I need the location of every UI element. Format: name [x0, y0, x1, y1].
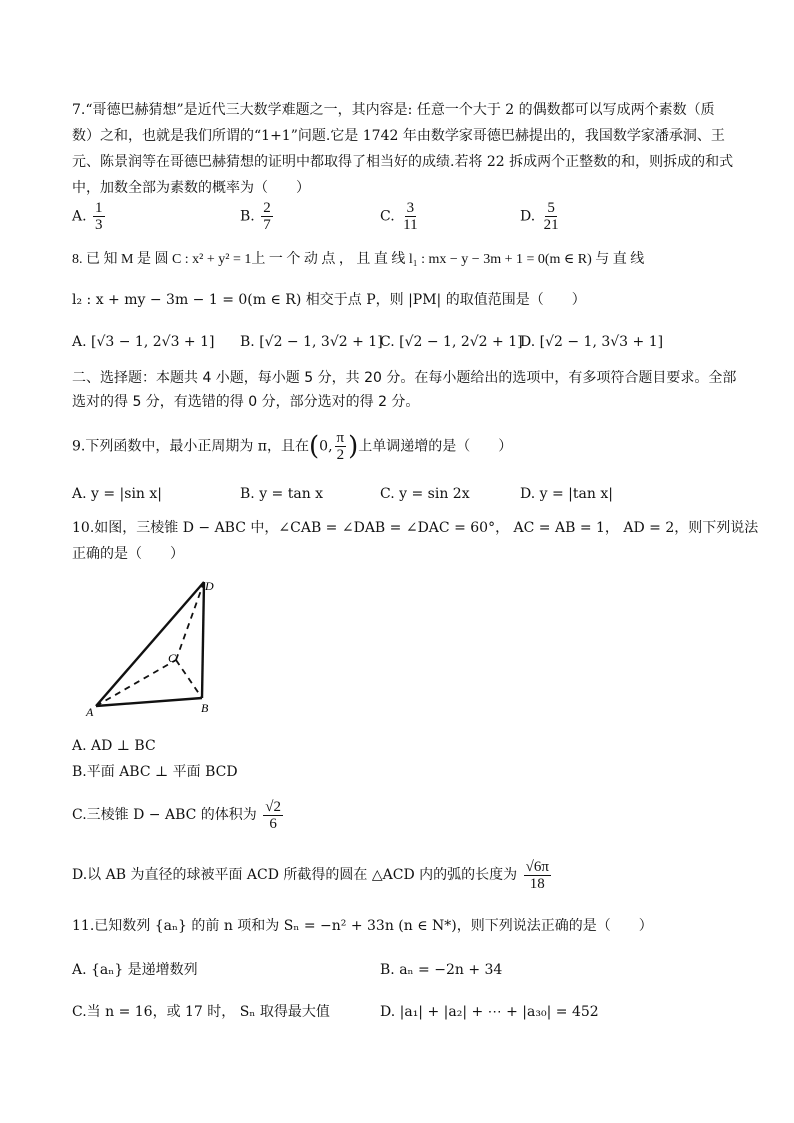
q8-option-c: C. [√2 − 1, 2√2 + 1] — [380, 334, 523, 350]
q10-line-2: 正确的是（ ） — [72, 546, 184, 562]
q8-option-d: D. [√2 − 1, 3√3 + 1] — [520, 334, 664, 350]
edge-CB — [176, 660, 202, 698]
fraction: $\frac{√2}{6}$ — [265, 798, 281, 832]
fraction: $\frac{1}{3}$ — [95, 200, 103, 233]
edge-AC — [96, 660, 176, 706]
q7-option-b — [240, 200, 275, 233]
q9-option-c: C. y = sin 2x — [380, 486, 470, 502]
q7-line-2: 数）之和，也就是我们所谓的“1+1”问题.它是 1742 年由数学家哥德巴赫提出的，我国数学家潘承洞、王 — [72, 128, 725, 144]
q7-line-4: 中，加数全部为素数的概率为（ ） — [72, 180, 310, 196]
tetrahedron-figure — [80, 578, 260, 718]
q11-option-a: A. {aₙ} 是递增数列 — [72, 962, 198, 978]
option-label: B. — [240, 208, 255, 225]
fraction: $\frac{3}{11}$ — [403, 200, 418, 233]
vertex-label-A: A — [86, 705, 94, 718]
q7-option-a — [72, 200, 107, 233]
edge-AB — [96, 698, 202, 706]
q11-option-c: C.当 n = 16，或 17 时， Sₙ 取得最大值 — [72, 1004, 330, 1020]
q10-option-d-text: D.以 AB 为直径的球被平面 ACD 所截得的圆在 △ACD 内的弧的长度为 — [72, 867, 518, 883]
edge-AD — [96, 582, 204, 706]
option-label: D. — [520, 208, 536, 225]
q8-line-1: 8. 已 知 M 是 圆 C : x² + y² = 1上 一 个 动 点 ， 且 直 线 l₁ : mx − y − 3m + 1 = 0(m ∈ R) 与 直 线 — [72, 252, 645, 267]
q10-option-d — [72, 858, 553, 892]
vertex-label-D: D — [205, 579, 214, 593]
q10-option-b: B.平面 ABC ⊥ 平面 BCD — [72, 764, 238, 780]
option-label: C. — [380, 208, 395, 225]
q11-option-b: B. aₙ = −2n + 34 — [380, 962, 503, 978]
edge-CD — [176, 582, 204, 660]
q10-option-c-text: C.三棱锥 D − ABC 的体积为 — [72, 807, 257, 823]
q10-line-1: 10.如图，三棱锥 D − ABC 中，∠CAB = ∠DAB = ∠DAC = 60°， AC = AB = 1， AD = 2，则下列说法 — [72, 520, 759, 536]
q9-option-d: D. y = |tan x| — [520, 486, 613, 502]
fraction: $\frac{5}{21}$ — [543, 200, 559, 233]
q9-option-b: B. y = tan x — [240, 486, 324, 502]
fraction: $\frac{√6\pi}{18}$ — [525, 858, 549, 892]
q8-option-b: B. [√2 − 1, 3√2 + 1] — [240, 334, 383, 350]
q7-option-d — [520, 200, 563, 233]
q9-stem-part-a: 9.下列函数中，最小正周期为 π，且在 — [72, 438, 310, 455]
q9-stem: 9.下列函数中，最小正周期为 π，且在(0, $\frac{\pi}{2}$ )上单调递增的是（ ） — [72, 430, 513, 463]
q9-stem-part-b: 上单调递增的是（ ） — [358, 438, 513, 455]
section-2-line-1: 二、选择题：本题共 4 小题，每小题 5 分，共 20 分。在每小题给出的选项中，有多项符合题目要求。全部 — [72, 370, 737, 386]
q8-line-2: l₂ : x + my − 3m − 1 = 0(m ∈ R) 相交于点 P，则 |PM| 的取值范围是（ ） — [72, 292, 586, 308]
q7-line-1: 7.“哥德巴赫猜想”是近代三大数学难题之一，其内容是: 任意一个大于 2 的偶数都可以写成两个素数（质 — [72, 102, 715, 118]
q9-option-a: A. y = |sin x| — [72, 486, 163, 502]
fraction: $\frac{\pi}{2}$ — [336, 430, 345, 463]
q10-option-a: A. AD ⊥ BC — [72, 738, 156, 754]
fraction: $\frac{2}{7}$ — [263, 200, 271, 233]
section-2-line-2: 选对的得 5 分，有选错的得 0 分，部分选对的得 2 分。 — [72, 394, 420, 410]
q11-stem: 11.已知数列 {aₙ} 的前 n 项和为 Sₙ = −n² + 33n (n ∈ N*)，则下列说法正确的是（ ） — [72, 918, 653, 934]
q9-interval-left: 0, — [319, 438, 333, 455]
q10-option-c — [72, 798, 285, 832]
q8-option-a: A. [√3 − 1, 2√3 + 1] — [72, 334, 215, 350]
q7-line-3: 元、陈景润等在哥德巴赫猜想的证明中都取得了相当好的成绩.若将 22 拆成两个正整数的和，则拆成的和式 — [72, 154, 734, 170]
q7-option-c — [380, 200, 422, 233]
vertex-label-B: B — [201, 701, 209, 715]
option-label: A. — [72, 208, 87, 225]
edge-DB — [202, 582, 204, 698]
vertex-label-C: C — [168, 651, 177, 665]
q11-option-d: D. |a₁| + |a₂| + ⋯ + |a₃₀| = 452 — [380, 1004, 599, 1020]
